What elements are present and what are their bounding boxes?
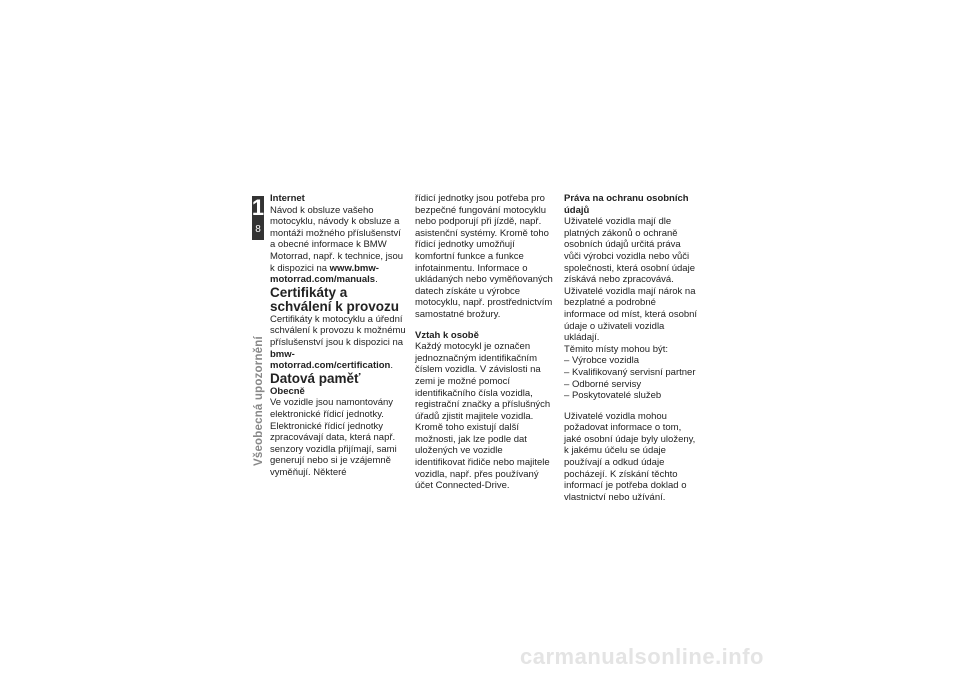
request-info-text: Uživatelé vozidla mohou požadovat informace o tom, jaké osobní údaje byly uloženy, k jakému účelu se údaje používají a odkud údaje pocházejí. K získání těchto informací je potřeba doklad o vlastnictví nebo užívání. xyxy=(564,410,696,503)
places-intro: Těmito místy mohou být: xyxy=(564,343,669,355)
certificates-link[interactable]: bmw-motorrad.com/certification xyxy=(270,348,391,372)
internet-link[interactable]: www.bmw-motorrad.com/manuals xyxy=(270,262,379,286)
list-item: – Poskytovatelé služeb xyxy=(564,390,700,402)
column-3 xyxy=(564,193,700,503)
certificates-text: Certifikáty k motocyklu a úřední schválení k provozu k možnému příslušenství jsou k dispozici na xyxy=(270,313,406,348)
page-number: 8 xyxy=(255,224,261,235)
general-heading: Obecně xyxy=(270,385,305,397)
column-1 xyxy=(270,193,406,478)
information-claim-text: Uživatelé vozidla mají nárok na bezplatné a podrobné informace od míst, která osobní údaje o uživateli vozidla ukládají. xyxy=(564,285,698,344)
general-text: Ve vozidle jsou namontovány elektronické řídicí jednotky. Elektronické řídicí jednotky zpracovávají data, která např. senzory vozidla přijímají, sami generují nebo si je vzájemně vyměňují. Některé xyxy=(270,397,397,478)
certificates-end: . xyxy=(390,360,393,372)
data-memory-heading: Datová paměť xyxy=(270,370,361,386)
chapter-side-title: Všeobecná upozornění xyxy=(253,336,265,466)
column-2 xyxy=(415,193,553,492)
person-relation-heading: Vztah k osobě xyxy=(415,329,479,341)
internet-heading: Internet xyxy=(270,193,305,204)
certificates-heading: Certifikáty a schválení k provozu xyxy=(270,284,400,314)
list-item: – Výrobce vozidla xyxy=(564,355,700,367)
person-relation-text: Každý motocykl je označen jednoznačným identifikačním číslem vozidla. V závislosti na zemi je možné pomocí identifikačního čísla vozidla, registrační značky a příslušných úřadů zjistit majitele vozidla. Kromě toho existují další možnosti, jak lze podle dat uložených ve vozidle identifikovat řidiče nebo majitele vozidla, např. přes používaný účet Connected-Drive. xyxy=(415,341,551,492)
privacy-rights-text: Uživatelé vozidla mají dle platných zákonů o ochraně osobních údajů určitá práva vůči výrobci vozidla nebo vůči společnosti, která osobní údaje získává nebo zpracovává. xyxy=(564,216,695,286)
internet-paragraph xyxy=(270,205,406,286)
internet-end: . xyxy=(375,274,378,286)
certificates-paragraph xyxy=(270,314,406,372)
internet-text: Návod k obsluze vašeho motocyklu, návody k obsluze a montáži možného příslušenství a obecné informace k BMW Motorrad, např. k technice, jsou k dispozici na xyxy=(270,204,404,274)
continued-text: řídicí jednotky jsou potřeba pro bezpečné fungování motocyklu nebo podporují při jízdě, např. asistenční systémy. Kromě toho řídicí jednotky umožňují komfortní funkce a funkce infotainmentu. Informace o ukládaných nebo vyměňovaných datech získáte u výrobce motocyklu, např. prostřednictvím samostatné brožury. xyxy=(415,193,553,320)
privacy-rights-heading: Práva na ochranu osobních údajů xyxy=(564,193,689,216)
list-item: – Odborné servisy xyxy=(564,379,700,391)
watermark: carmanualsonline.info xyxy=(520,644,764,669)
chapter-number: 1 xyxy=(251,195,265,220)
places-list xyxy=(564,355,700,401)
list-item: – Kvalifikovaný servisní partner xyxy=(564,367,700,379)
